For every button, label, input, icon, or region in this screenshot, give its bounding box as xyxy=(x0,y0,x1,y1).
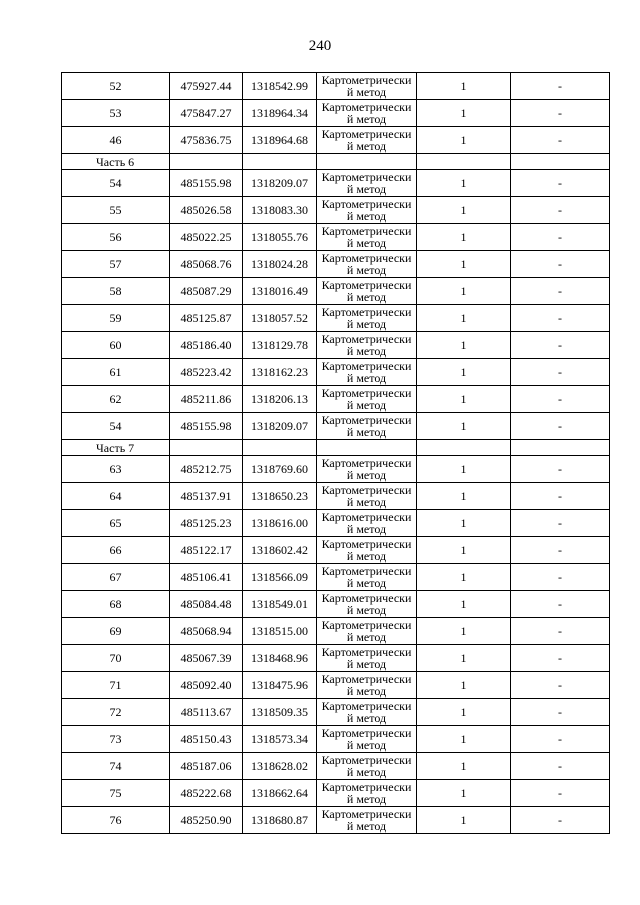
y-coordinate-cell: 1318016.49 xyxy=(243,278,317,305)
x-coordinate-cell: 485125.87 xyxy=(170,305,243,332)
y-coordinate-cell: 1318209.07 xyxy=(243,413,317,440)
accuracy-cell: 1 xyxy=(417,591,511,618)
table-row xyxy=(62,278,610,305)
method-cell: Картометрически й метод xyxy=(317,483,417,510)
page-number: 240 xyxy=(308,38,332,54)
table-row xyxy=(62,332,610,359)
y-coordinate-cell: 1318769.60 xyxy=(243,456,317,483)
note-cell: - xyxy=(511,251,610,278)
coordinates-table-body xyxy=(62,73,610,834)
x-coordinate-cell: 485155.98 xyxy=(170,413,243,440)
point-number-cell: 54 xyxy=(62,413,170,440)
point-number-cell: 57 xyxy=(62,251,170,278)
accuracy-cell: 1 xyxy=(417,699,511,726)
x-coordinate-cell: 475927.44 xyxy=(170,73,243,100)
note-cell: - xyxy=(511,73,610,100)
method-cell: Картометрически й метод xyxy=(317,413,417,440)
accuracy-cell: 1 xyxy=(417,170,511,197)
accuracy-cell: 1 xyxy=(417,564,511,591)
point-number-cell: 54 xyxy=(62,170,170,197)
note-cell: - xyxy=(511,726,610,753)
method-cell: Картометрически й метод xyxy=(317,170,417,197)
method-cell: Картометрически й метод xyxy=(317,699,417,726)
note-cell: - xyxy=(511,224,610,251)
accuracy-cell: 1 xyxy=(417,127,511,154)
method-cell: Картометрически й метод xyxy=(317,726,417,753)
x-coordinate-cell: 485022.25 xyxy=(170,224,243,251)
x-coordinate-cell: 485211.86 xyxy=(170,386,243,413)
note-cell: - xyxy=(511,699,610,726)
x-coordinate-cell: 485067.39 xyxy=(170,645,243,672)
y-coordinate-cell: 1318662.64 xyxy=(243,780,317,807)
y-coordinate-cell: 1318129.78 xyxy=(243,332,317,359)
y-coordinate-cell: 1318628.02 xyxy=(243,753,317,780)
accuracy-cell: 1 xyxy=(417,73,511,100)
table-row xyxy=(62,73,610,100)
note-cell: - xyxy=(511,127,610,154)
note-cell: - xyxy=(511,305,610,332)
table-row xyxy=(62,780,610,807)
method-cell: Картометрически й метод xyxy=(317,456,417,483)
x-coordinate-cell: 485122.17 xyxy=(170,537,243,564)
x-coordinate-cell: 485222.68 xyxy=(170,780,243,807)
table-row xyxy=(62,483,610,510)
method-cell: Картометрически й метод xyxy=(317,672,417,699)
accuracy-cell: 1 xyxy=(417,251,511,278)
y-coordinate-cell: 1318206.13 xyxy=(243,386,317,413)
point-number-cell: 74 xyxy=(62,753,170,780)
x-coordinate-cell: 485092.40 xyxy=(170,672,243,699)
table-row xyxy=(62,618,610,645)
accuracy-cell: 1 xyxy=(417,456,511,483)
note-cell: - xyxy=(511,197,610,224)
accuracy-cell: 1 xyxy=(417,618,511,645)
accuracy-cell: 1 xyxy=(417,672,511,699)
point-number-cell: 65 xyxy=(62,510,170,537)
table-row xyxy=(62,305,610,332)
method-cell: Картометрически й метод xyxy=(317,100,417,127)
method-cell: Картометрически й метод xyxy=(317,753,417,780)
table-row xyxy=(62,672,610,699)
y-coordinate-cell: 1318209.07 xyxy=(243,170,317,197)
accuracy-cell: 1 xyxy=(417,510,511,537)
note-cell: - xyxy=(511,413,610,440)
table-row xyxy=(62,413,610,440)
point-number-cell: 68 xyxy=(62,591,170,618)
empty-cell xyxy=(317,154,417,170)
x-coordinate-cell: 485187.06 xyxy=(170,753,243,780)
accuracy-cell: 1 xyxy=(417,537,511,564)
table-row xyxy=(62,170,610,197)
point-number-cell: 59 xyxy=(62,305,170,332)
point-number-cell: 63 xyxy=(62,456,170,483)
x-coordinate-cell: 485084.48 xyxy=(170,591,243,618)
empty-cell xyxy=(417,154,511,170)
point-number-cell: 73 xyxy=(62,726,170,753)
method-cell: Картометрически й метод xyxy=(317,564,417,591)
point-number-cell: 72 xyxy=(62,699,170,726)
x-coordinate-cell: 485223.42 xyxy=(170,359,243,386)
x-coordinate-cell: 485137.91 xyxy=(170,483,243,510)
point-number-cell: 62 xyxy=(62,386,170,413)
table-row xyxy=(62,197,610,224)
empty-cell xyxy=(170,440,243,456)
empty-cell xyxy=(317,440,417,456)
note-cell: - xyxy=(511,564,610,591)
accuracy-cell: 1 xyxy=(417,483,511,510)
empty-cell xyxy=(243,440,317,456)
table-row xyxy=(62,510,610,537)
empty-cell xyxy=(511,154,610,170)
note-cell: - xyxy=(511,170,610,197)
method-cell: Картометрически й метод xyxy=(317,780,417,807)
method-cell: Картометрически й метод xyxy=(317,537,417,564)
empty-cell xyxy=(417,440,511,456)
note-cell: - xyxy=(511,100,610,127)
y-coordinate-cell: 1318549.01 xyxy=(243,591,317,618)
y-coordinate-cell: 1318602.42 xyxy=(243,537,317,564)
accuracy-cell: 1 xyxy=(417,197,511,224)
table-row xyxy=(62,386,610,413)
accuracy-cell: 1 xyxy=(417,413,511,440)
point-number-cell: 56 xyxy=(62,224,170,251)
x-coordinate-cell: 485250.90 xyxy=(170,807,243,834)
y-coordinate-cell: 1318024.28 xyxy=(243,251,317,278)
method-cell: Картометрически й метод xyxy=(317,618,417,645)
y-coordinate-cell: 1318083.30 xyxy=(243,197,317,224)
point-number-cell: 66 xyxy=(62,537,170,564)
y-coordinate-cell: 1318542.99 xyxy=(243,73,317,100)
point-number-cell: 61 xyxy=(62,359,170,386)
note-cell: - xyxy=(511,537,610,564)
y-coordinate-cell: 1318650.23 xyxy=(243,483,317,510)
accuracy-cell: 1 xyxy=(417,278,511,305)
y-coordinate-cell: 1318057.52 xyxy=(243,305,317,332)
x-coordinate-cell: 485212.75 xyxy=(170,456,243,483)
x-coordinate-cell: 485068.76 xyxy=(170,251,243,278)
note-cell: - xyxy=(511,672,610,699)
x-coordinate-cell: 485186.40 xyxy=(170,332,243,359)
table-row xyxy=(62,726,610,753)
accuracy-cell: 1 xyxy=(417,100,511,127)
y-coordinate-cell: 1318964.68 xyxy=(243,127,317,154)
x-coordinate-cell: 485068.94 xyxy=(170,618,243,645)
note-cell: - xyxy=(511,807,610,834)
method-cell: Картометрически й метод xyxy=(317,127,417,154)
table-row xyxy=(62,127,610,154)
x-coordinate-cell: 475836.75 xyxy=(170,127,243,154)
accuracy-cell: 1 xyxy=(417,753,511,780)
table-row xyxy=(62,645,610,672)
table-row xyxy=(62,753,610,780)
point-number-cell: 46 xyxy=(62,127,170,154)
point-number-cell: 55 xyxy=(62,197,170,224)
note-cell: - xyxy=(511,386,610,413)
coordinates-table xyxy=(61,72,610,834)
section-label: Часть 7 xyxy=(62,440,170,456)
empty-cell xyxy=(243,154,317,170)
y-coordinate-cell: 1318616.00 xyxy=(243,510,317,537)
point-number-cell: 64 xyxy=(62,483,170,510)
x-coordinate-cell: 485155.98 xyxy=(170,170,243,197)
empty-cell xyxy=(511,440,610,456)
note-cell: - xyxy=(511,359,610,386)
y-coordinate-cell: 1318680.87 xyxy=(243,807,317,834)
point-number-cell: 67 xyxy=(62,564,170,591)
point-number-cell: 71 xyxy=(62,672,170,699)
x-coordinate-cell: 485087.29 xyxy=(170,278,243,305)
table-row xyxy=(62,537,610,564)
point-number-cell: 76 xyxy=(62,807,170,834)
x-coordinate-cell: 485150.43 xyxy=(170,726,243,753)
note-cell: - xyxy=(511,753,610,780)
table-row xyxy=(62,699,610,726)
accuracy-cell: 1 xyxy=(417,386,511,413)
point-number-cell: 60 xyxy=(62,332,170,359)
x-coordinate-cell: 485026.58 xyxy=(170,197,243,224)
method-cell: Картометрически й метод xyxy=(317,359,417,386)
point-number-cell: 58 xyxy=(62,278,170,305)
accuracy-cell: 1 xyxy=(417,780,511,807)
table-row xyxy=(62,807,610,834)
note-cell: - xyxy=(511,618,610,645)
note-cell: - xyxy=(511,510,610,537)
point-number-cell: 70 xyxy=(62,645,170,672)
x-coordinate-cell: 485113.67 xyxy=(170,699,243,726)
y-coordinate-cell: 1318468.96 xyxy=(243,645,317,672)
table-row xyxy=(62,456,610,483)
x-coordinate-cell: 475847.27 xyxy=(170,100,243,127)
note-cell: - xyxy=(511,483,610,510)
point-number-cell: 52 xyxy=(62,73,170,100)
y-coordinate-cell: 1318055.76 xyxy=(243,224,317,251)
y-coordinate-cell: 1318515.00 xyxy=(243,618,317,645)
accuracy-cell: 1 xyxy=(417,224,511,251)
table-row xyxy=(62,251,610,278)
table-row xyxy=(62,591,610,618)
x-coordinate-cell: 485106.41 xyxy=(170,564,243,591)
method-cell: Картометрически й метод xyxy=(317,251,417,278)
accuracy-cell: 1 xyxy=(417,807,511,834)
accuracy-cell: 1 xyxy=(417,645,511,672)
table-row xyxy=(62,359,610,386)
method-cell: Картометрически й метод xyxy=(317,224,417,251)
y-coordinate-cell: 1318964.34 xyxy=(243,100,317,127)
empty-cell xyxy=(170,154,243,170)
note-cell: - xyxy=(511,780,610,807)
method-cell: Картометрически й метод xyxy=(317,197,417,224)
section-header-row xyxy=(62,440,610,456)
method-cell: Картометрически й метод xyxy=(317,510,417,537)
method-cell: Картометрически й метод xyxy=(317,591,417,618)
method-cell: Картометрически й метод xyxy=(317,73,417,100)
note-cell: - xyxy=(511,591,610,618)
y-coordinate-cell: 1318162.23 xyxy=(243,359,317,386)
accuracy-cell: 1 xyxy=(417,726,511,753)
note-cell: - xyxy=(511,278,610,305)
table-row xyxy=(62,224,610,251)
section-header-row xyxy=(62,154,610,170)
accuracy-cell: 1 xyxy=(417,332,511,359)
method-cell: Картометрически й метод xyxy=(317,386,417,413)
note-cell: - xyxy=(511,332,610,359)
x-coordinate-cell: 485125.23 xyxy=(170,510,243,537)
point-number-cell: 53 xyxy=(62,100,170,127)
table-row xyxy=(62,100,610,127)
point-number-cell: 75 xyxy=(62,780,170,807)
y-coordinate-cell: 1318566.09 xyxy=(243,564,317,591)
accuracy-cell: 1 xyxy=(417,305,511,332)
note-cell: - xyxy=(511,645,610,672)
accuracy-cell: 1 xyxy=(417,359,511,386)
y-coordinate-cell: 1318475.96 xyxy=(243,672,317,699)
y-coordinate-cell: 1318509.35 xyxy=(243,699,317,726)
method-cell: Картометрически й метод xyxy=(317,645,417,672)
note-cell: - xyxy=(511,456,610,483)
point-number-cell: 69 xyxy=(62,618,170,645)
section-label: Часть 6 xyxy=(62,154,170,170)
table-row xyxy=(62,564,610,591)
method-cell: Картометрически й метод xyxy=(317,807,417,834)
method-cell: Картометрически й метод xyxy=(317,332,417,359)
method-cell: Картометрически й метод xyxy=(317,305,417,332)
y-coordinate-cell: 1318573.34 xyxy=(243,726,317,753)
method-cell: Картометрически й метод xyxy=(317,278,417,305)
